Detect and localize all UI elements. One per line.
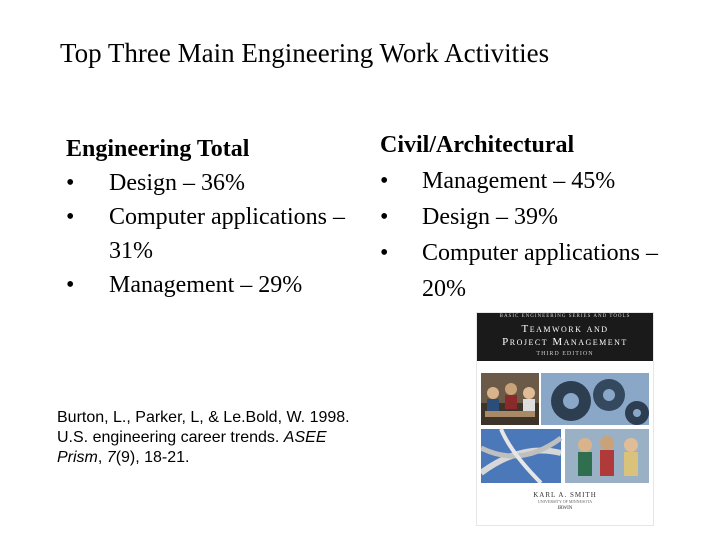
list-item: [380, 235, 700, 307]
book-title: [477, 323, 653, 349]
bullet-list: [380, 163, 700, 307]
book-author: KARL A. SMITH: [533, 491, 597, 499]
book-cover-image: [476, 312, 654, 526]
journal-name: ASEE: [283, 429, 327, 446]
list-item: [66, 268, 366, 302]
book-series-label: BASIC ENGINEERING SERIES AND TOOLS: [499, 314, 631, 319]
journal-name: Prism: [57, 449, 98, 466]
book-publisher: IRWIN: [557, 506, 573, 511]
list-item: [66, 166, 366, 200]
slide-title: Top Three Main Engineering Work Activities: [60, 38, 550, 68]
citation: [57, 408, 437, 468]
book-collage-image: [481, 373, 649, 483]
engineering-total-column: [66, 132, 366, 302]
citation-line: [57, 428, 437, 448]
gears-photo: [541, 373, 649, 425]
civil-architectural-column: [380, 127, 700, 307]
highway-photo: [481, 429, 561, 483]
citation-line: Burton, L., Parker, L, & Le.Bold, W. 1998.: [57, 409, 350, 426]
bullet-icon: •: [380, 204, 389, 230]
journal-volume: 7: [106, 449, 116, 466]
column-heading: Engineering Total: [66, 136, 250, 162]
bullet-icon: •: [66, 204, 75, 230]
bullet-icon: •: [66, 170, 75, 196]
book-title-band: [477, 313, 653, 361]
list-item: [380, 199, 700, 235]
column-heading: Civil/Architectural: [380, 132, 575, 158]
journal-issue-pages: (9), 18-21.: [115, 449, 190, 466]
book-author-affiliation: UNIVERSITY OF MINNESOTA: [537, 499, 593, 504]
bullet-icon: •: [66, 272, 75, 298]
bullet-list: [66, 166, 366, 302]
list-item: [66, 200, 366, 268]
book-edition: THIRD EDITION: [536, 351, 594, 357]
list-item: [380, 163, 700, 199]
list-item-text: Management – 29%: [109, 272, 303, 298]
book-title-line: Teamwork and: [521, 323, 609, 335]
book-author-block: [477, 491, 653, 511]
meeting-photo: [481, 373, 539, 425]
list-item-text: Computer applications – 31%: [109, 204, 345, 264]
list-item-text: Computer applications – 20%: [422, 240, 658, 302]
list-item-text: Management – 45%: [422, 168, 616, 194]
students-photo: [565, 429, 649, 483]
book-title-line: Project Management: [502, 336, 628, 348]
list-item-text: Design – 36%: [109, 170, 245, 196]
citation-line: Prism, 7(9), 18-21.: [57, 449, 190, 466]
list-item-text: Design – 39%: [422, 204, 558, 230]
bullet-icon: •: [380, 168, 389, 194]
bullet-icon: •: [380, 240, 389, 266]
citation-text: U.S. engineering career trends.: [57, 429, 284, 446]
